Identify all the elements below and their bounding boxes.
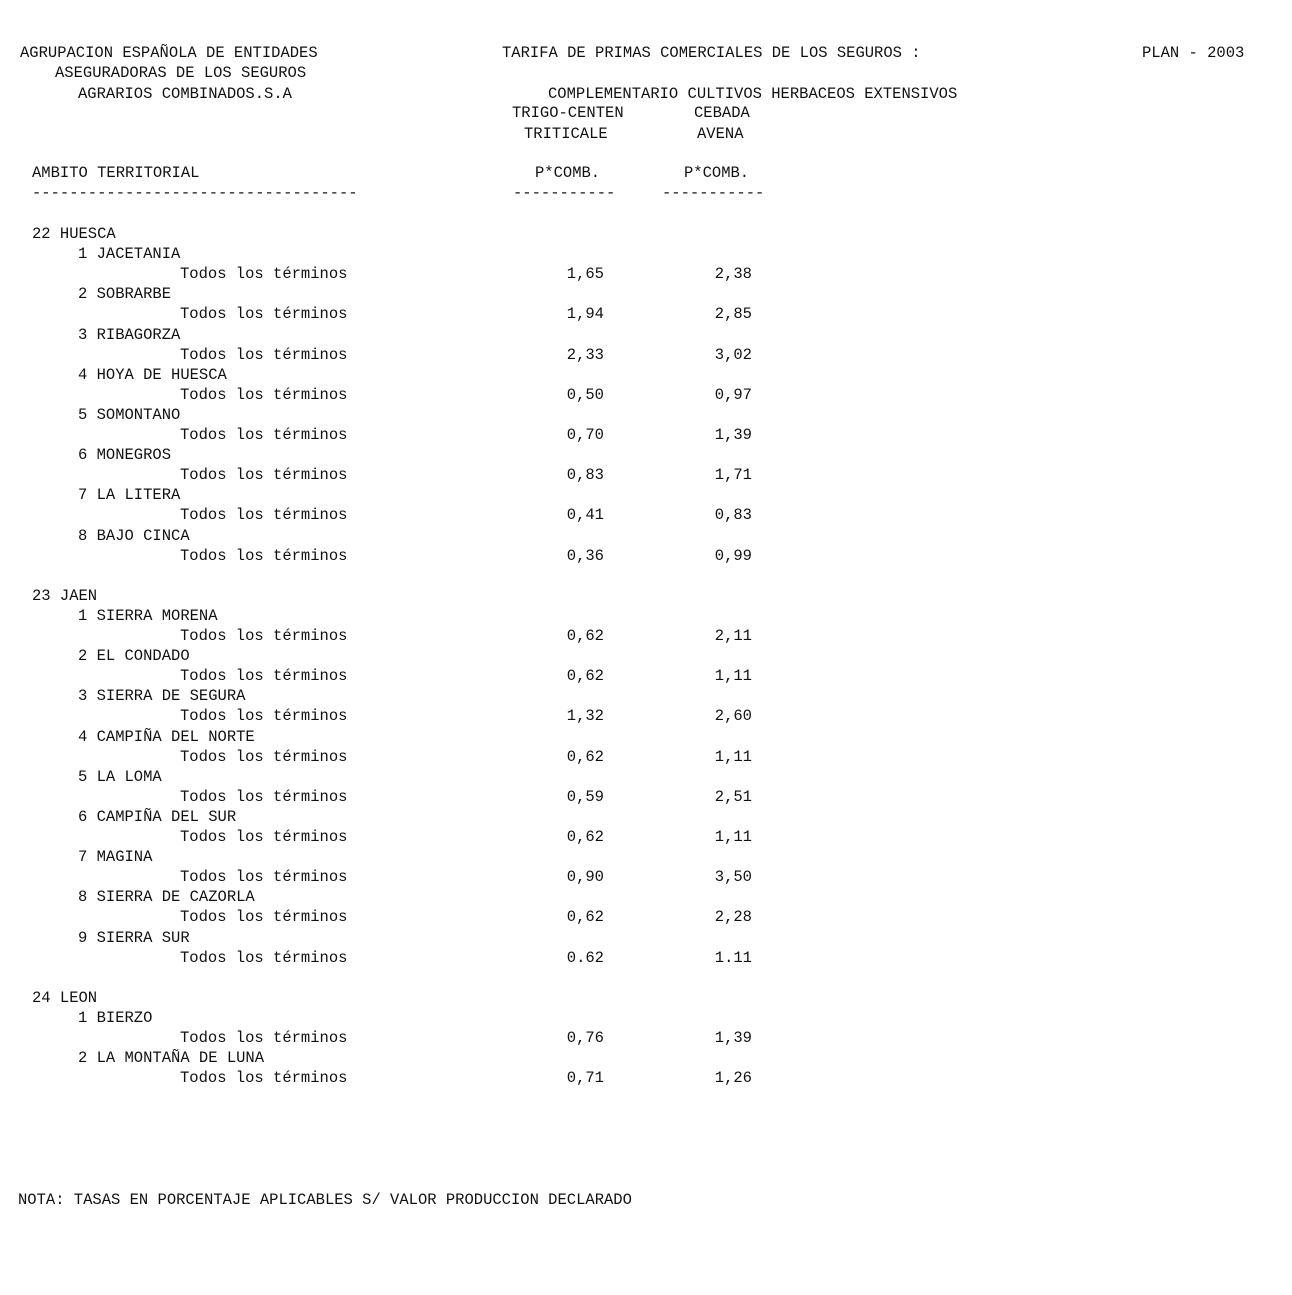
col1-heading-line2: TRITICALE — [524, 125, 608, 143]
rate-cebada-value: 2,28 — [714, 908, 752, 927]
document-subtitle: COMPLEMENTARIO CULTIVOS HERBACEOS EXTENSIVOS — [548, 85, 958, 103]
rate-cebada-value: 1.11 — [714, 948, 752, 967]
rate-trigo-value: 0,70 — [566, 426, 604, 444]
term-label: Todos los términos — [180, 466, 348, 485]
comarca-name: 3 SIERRA DE SEGURA — [78, 687, 246, 706]
term-label: Todos los términos — [180, 305, 348, 324]
term-label: Todos los términos — [180, 345, 348, 364]
comarca-name: 4 HOYA DE HUESCA — [78, 365, 227, 384]
term-label: Todos los términos — [180, 546, 348, 565]
rule-col2: ----------- — [662, 184, 765, 202]
province-heading: 24 LEON — [32, 988, 98, 1007]
rate-trigo-value: 0,62 — [566, 747, 604, 766]
term-label: Todos los términos — [180, 1069, 348, 1088]
comarca-name: 6 CAMPIÑA DEL SUR — [78, 807, 237, 826]
rate-cebada-value: 1,71 — [714, 466, 752, 485]
col1-subheading: P*COMB. — [535, 164, 601, 182]
term-label: Todos los términos — [180, 707, 348, 726]
col2-heading-line1: CEBADA — [694, 104, 750, 122]
comarca-name: 1 BIERZO — [78, 1008, 153, 1027]
rate-cebada-value: 3,02 — [714, 345, 752, 364]
comarca-name: 2 LA MONTAÑA DE LUNA — [78, 1049, 265, 1068]
comarca-name: 7 LA LITERA — [78, 486, 181, 505]
rate-trigo-value: 1,94 — [566, 305, 604, 324]
comarca-name: 3 RIBAGORZA — [78, 325, 181, 344]
rate-trigo-value: 0,76 — [566, 1029, 604, 1047]
rate-cebada-value: 1,39 — [714, 1029, 752, 1047]
comarca-name: 2 EL CONDADO — [78, 647, 190, 666]
rate-cebada-value: 1,11 — [714, 667, 752, 686]
province-heading: 22 HUESCA — [32, 225, 116, 243]
rate-cebada-value: 1,39 — [714, 426, 752, 444]
org-line-1: AGRUPACION ESPAÑOLA DE ENTIDADES — [20, 44, 318, 62]
rate-trigo-value: 0,83 — [566, 466, 604, 485]
rate-trigo-value: 0,50 — [566, 385, 604, 404]
rate-trigo-value: 0,62 — [566, 908, 604, 927]
province-heading: 23 JAEN — [32, 586, 98, 605]
rate-cebada-value: 2,85 — [714, 305, 752, 324]
comarca-name: 6 MONEGROS — [78, 446, 172, 465]
rate-trigo-value: 0,62 — [566, 627, 604, 645]
comarca-name: 8 BAJO CINCA — [78, 526, 190, 545]
term-label: Todos los términos — [180, 787, 348, 806]
rate-cebada-value: 0,83 — [714, 506, 752, 525]
term-label: Todos los términos — [180, 385, 348, 404]
rate-trigo-value: 0,90 — [566, 868, 604, 887]
term-label: Todos los términos — [180, 908, 348, 927]
col2-heading-line2: AVENA — [697, 125, 744, 143]
comarca-name: 9 SIERRA SUR — [78, 928, 190, 947]
comarca-name: 8 SIERRA DE CAZORLA — [78, 888, 255, 907]
col1-heading-line1: TRIGO-CENTEN — [512, 104, 624, 122]
ambito-heading: AMBITO TERRITORIAL — [32, 164, 200, 182]
rate-trigo-value: 0,62 — [566, 667, 604, 686]
term-label: Todos los términos — [180, 667, 348, 686]
comarca-name: 1 SIERRA MORENA — [78, 606, 218, 625]
rate-trigo-value: 0.62 — [566, 948, 604, 967]
plan-label: PLAN - 2003 — [1142, 44, 1245, 62]
rate-cebada-value: 0,99 — [714, 546, 752, 565]
term-label: Todos los términos — [180, 828, 348, 846]
rate-trigo-value: 0,36 — [566, 546, 604, 565]
comarca-name: 1 JACETANIA — [78, 245, 181, 264]
rate-trigo-value: 0,62 — [566, 828, 604, 846]
rate-trigo-value: 2,33 — [566, 345, 604, 364]
rate-cebada-value: 2,60 — [714, 707, 752, 726]
rule-col1: ----------- — [513, 184, 616, 202]
rate-cebada-value: 2,11 — [714, 627, 752, 645]
org-line-2: ASEGURADORAS DE LOS SEGUROS — [55, 64, 307, 82]
comarca-name: 2 SOBRARBE — [78, 285, 172, 304]
term-label: Todos los términos — [180, 1029, 348, 1047]
footnote: NOTA: TASAS EN PORCENTAJE APLICABLES S/ VALOR PRODUCCION DECLARADO — [18, 1191, 632, 1209]
term-label: Todos los términos — [180, 265, 348, 284]
rate-cebada-value: 1,11 — [714, 828, 752, 846]
document-title: TARIFA DE PRIMAS COMERCIALES DE LOS SEGUROS : — [502, 44, 921, 62]
org-line-3: AGRARIOS COMBINADOS.S.A — [78, 85, 292, 103]
comarca-name: 7 MAGINA — [78, 848, 153, 867]
rate-cebada-value: 3,50 — [714, 868, 752, 887]
term-label: Todos los términos — [180, 948, 348, 967]
rule-left: ----------------------------------- — [32, 184, 358, 202]
col2-subheading: P*COMB. — [684, 164, 750, 182]
rate-trigo-value: 0,41 — [566, 506, 604, 525]
rate-trigo-value: 0,59 — [566, 787, 604, 806]
term-label: Todos los términos — [180, 426, 348, 444]
rate-cebada-value: 1,11 — [714, 747, 752, 766]
rate-trigo-value: 1,32 — [566, 707, 604, 726]
rate-cebada-value: 2,38 — [714, 265, 752, 284]
term-label: Todos los términos — [180, 506, 348, 525]
rate-cebada-value: 2,51 — [714, 787, 752, 806]
comarca-name: 4 CAMPIÑA DEL NORTE — [78, 727, 255, 746]
term-label: Todos los términos — [180, 627, 348, 645]
rate-cebada-value: 1,26 — [714, 1069, 752, 1088]
term-label: Todos los términos — [180, 868, 348, 887]
rate-cebada-value: 0,97 — [714, 385, 752, 404]
rate-trigo-value: 1,65 — [566, 265, 604, 284]
comarca-name: 5 LA LOMA — [78, 767, 162, 786]
rate-trigo-value: 0,71 — [566, 1069, 604, 1088]
term-label: Todos los términos — [180, 747, 348, 766]
comarca-name: 5 SOMONTANO — [78, 405, 181, 424]
